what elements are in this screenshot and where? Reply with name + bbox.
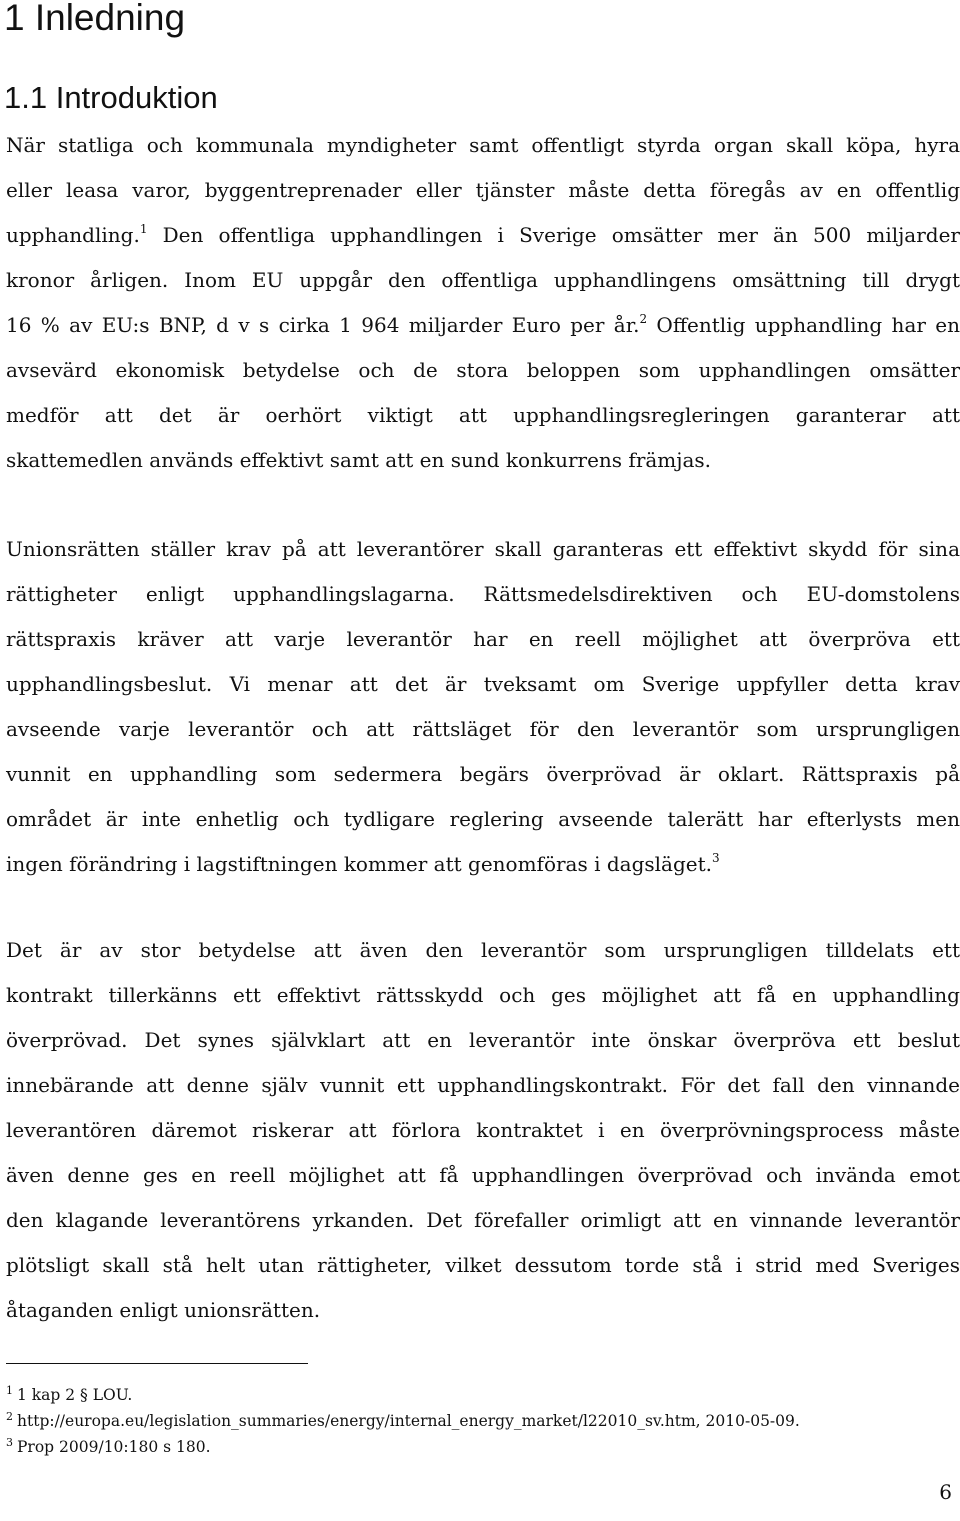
section-heading: 1.1 Introduktion	[4, 80, 218, 115]
text-line: avsevärd ekonomisk betydelse och de stora beloppen som upphandlingen omsätter	[6, 358, 960, 382]
footnote-1	[6, 1378, 960, 1404]
text-segment: Offentlig upphandling har en	[647, 313, 960, 337]
text-segment: upphandling.	[6, 223, 140, 247]
footnote-text: Prop 2009/10:180 s 180.	[17, 1438, 211, 1456]
footnote-number: 3	[6, 1436, 13, 1449]
footnote-number: 1	[6, 1384, 13, 1397]
page-number: 6	[939, 1480, 952, 1504]
footnote-reference[interactable]: 3	[712, 851, 720, 865]
footnotes	[6, 1378, 960, 1456]
text-line: åtaganden enligt unionsrätten.	[6, 1298, 321, 1322]
footnote-text: 1 kap 2 § LOU.	[17, 1386, 133, 1404]
text-line: plötsligt skall stå helt utan rättigheter, vilket dessutom torde stå i strid med Sveriges	[6, 1253, 960, 1277]
text-line: rättspraxis kräver att varje leverantör har en reell möjlighet att överpröva ett	[6, 627, 960, 651]
footnote-link[interactable]: http://europa.eu/legislation_summaries/energy/internal_energy_market/l22010_sv.htm, 2010-05-09.	[17, 1412, 800, 1430]
text-line: Det är av stor betydelse att även den leverantör som ursprungligen tilldelats ett	[6, 938, 960, 962]
text-line: rättigheter enligt upphandlingslagarna. Rättsmedelsdirektiven och EU-domstolens	[6, 582, 960, 606]
footnote-2	[6, 1404, 960, 1430]
text-line: den klagande leverantörens yrkanden. Det förefaller orimligt att en vinnande leverantör	[6, 1208, 960, 1232]
footnote-reference[interactable]: 1	[139, 222, 148, 236]
text-line	[6, 842, 960, 887]
text-line: kontrakt tillerkänns ett effektivt rättsskydd och ges möjlighet att få en upphandling	[6, 983, 960, 1007]
text-line: överprövad. Det synes självklart att en leverantör inte önskar överpröva ett beslut	[6, 1028, 960, 1052]
text-segment: Den offentliga upphandlingen i Sverige omsätter mer än 500 miljarder	[147, 223, 960, 247]
footnote-3	[6, 1430, 960, 1456]
text-line: området är inte enhetlig och tydligare reglering avseende talerätt har efterlysts men	[6, 807, 960, 831]
footnote-reference[interactable]: 2	[639, 312, 648, 326]
footnote-number: 2	[6, 1410, 13, 1423]
text-line: Unionsrätten ställer krav på att leverantörer skall garanteras ett effektivt skydd för sina	[6, 537, 960, 561]
text-line: avseende varje leverantör och att rättsläget för den leverantör som ursprungligen	[6, 717, 960, 741]
text-line: även denne ges en reell möjlighet att få upphandlingen överprövad och invända emot	[6, 1163, 960, 1187]
text-line: medför att det är oerhört viktigt att upphandlingsregleringen garanterar att	[6, 403, 960, 427]
text-line: vunnit en upphandling som sedermera begärs överprövad är oklart. Rättspraxis på	[6, 762, 960, 786]
text-line: När statliga och kommunala myndigheter samt offentligt styrda organ skall köpa, hyra	[6, 133, 960, 157]
text-line: kronor årligen. Inom EU uppgår den offentliga upphandlingens omsättning till drygt	[6, 268, 960, 292]
text-line	[6, 213, 960, 258]
text-line	[6, 303, 960, 348]
paragraph-leverantor	[6, 928, 960, 1333]
text-segment: 16 % av EU:s BNP, d v s cirka 1 964 miljarder Euro per år.	[6, 313, 640, 337]
text-line: upphandlingsbeslut. Vi menar att det är tveksamt om Sverige uppfyller detta krav	[6, 672, 960, 696]
text-line: leverantören däremot riskerar att förlora kontraktet i en överprövningsprocess måste	[6, 1118, 960, 1142]
paragraph-unionsratten	[6, 527, 960, 887]
paragraph-introduction	[6, 123, 960, 483]
text-line: skattemedlen används effektivt samt att en sund konkurrens främjas.	[6, 448, 712, 472]
footnote-separator	[6, 1363, 308, 1364]
chapter-heading: 1 Inledning	[4, 0, 186, 38]
text-segment: ingen förändring i lagstiftningen kommer att genomföras i dagsläget.	[6, 852, 712, 876]
text-line: eller leasa varor, byggentreprenader eller tjänster måste detta föregås av en offentlig	[6, 178, 960, 202]
text-line: innebärande att denne själv vunnit ett upphandlingskontrakt. För det fall den vinnande	[6, 1073, 960, 1097]
